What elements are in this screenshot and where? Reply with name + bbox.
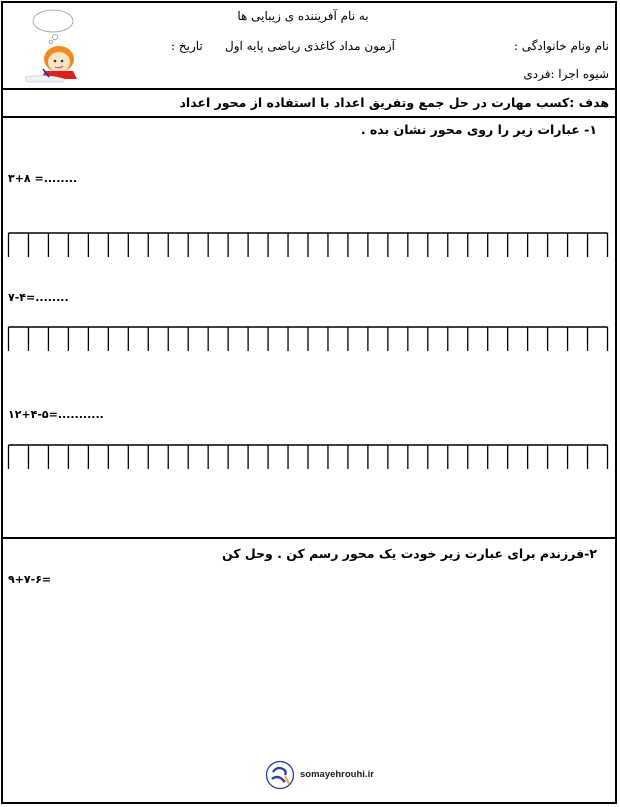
- site-logo-icon: [265, 760, 295, 790]
- boy-figure: [25, 46, 77, 82]
- date-label: تاریخ :: [171, 39, 203, 53]
- expression-2: ۷-۴=........: [8, 291, 69, 304]
- header-title: به نام آفریننده ی زیبایی ها: [237, 9, 369, 23]
- footer-website: somayehrouhi.ir: [300, 769, 374, 780]
- goal-divider: [3, 116, 615, 118]
- expression-3: ۱۲+۴-۵=...........: [8, 408, 104, 421]
- header-divider: [3, 88, 615, 90]
- question-2-title: ۲-فرزندم برای عبارت زیر خودت یک محور رسم کن . وحل کن: [221, 546, 597, 561]
- thought-bubble-icon: [33, 10, 73, 44]
- goal-text: هدف :کسب مهارت در حل جمع وتفریق اعداد با استفاده از محور اعداد: [179, 95, 609, 110]
- method-label: شیوه اجرا :فردی: [523, 67, 609, 81]
- number-line-3[interactable]: [7, 443, 609, 469]
- number-line-2[interactable]: [7, 325, 609, 351]
- question-1-title: ۱- عبارات زیر را روی محور نشان بده .: [360, 122, 597, 137]
- boy-thinking-illustration: [15, 7, 95, 83]
- student-name-label: نام ونام خانوادگی :: [513, 39, 609, 53]
- expression-4: ۹+۷-۶=: [8, 573, 52, 586]
- number-line-1[interactable]: [7, 231, 609, 257]
- exam-title: آزمون مداد کاغذی ریاضی پایه اول: [225, 39, 395, 53]
- section-divider: [3, 537, 615, 539]
- expression-1: ۳+۸ =........: [8, 172, 78, 185]
- worksheet-page: [1, 1, 617, 804]
